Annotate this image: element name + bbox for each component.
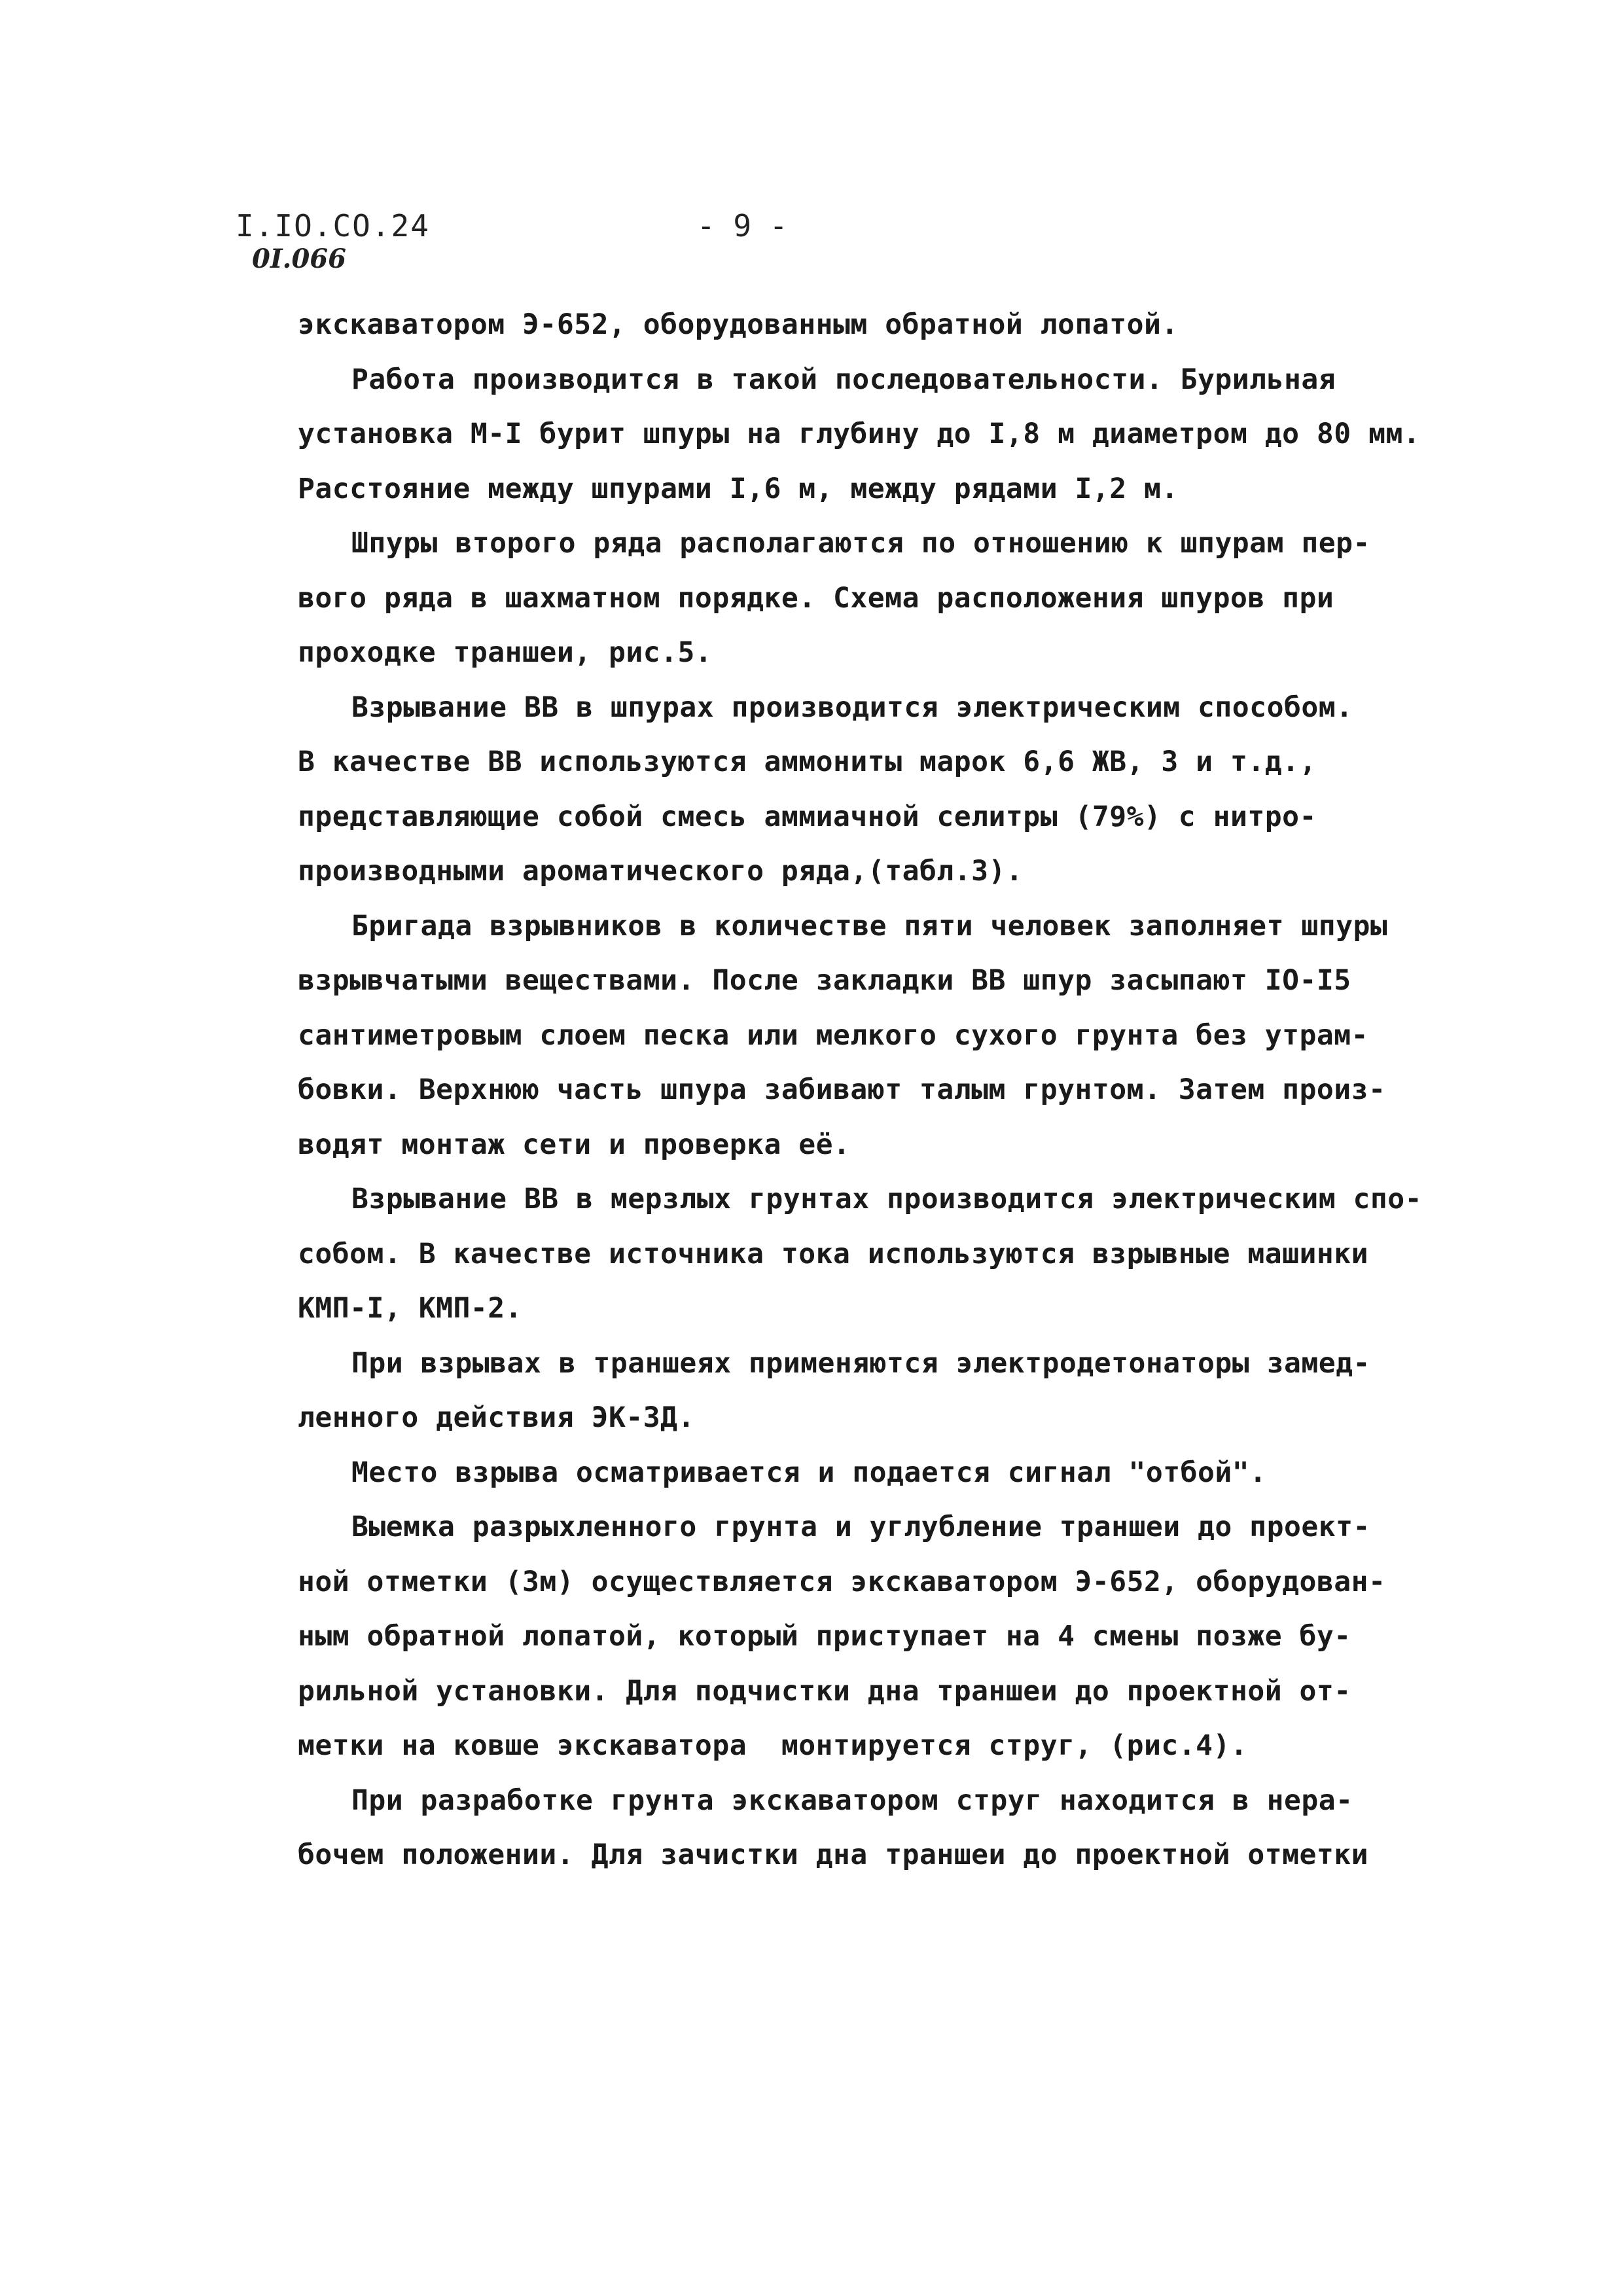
text-line: бочем положении. Для зачистки дна траншеи до проектной отметки — [298, 1839, 1369, 1871]
text-line: экскаватором Э-652, оборудованным обратной лопатой. — [298, 308, 1179, 341]
page-number: - 9 - — [697, 208, 788, 243]
text-line: Место взрыва осматривается и подается сигнал "отбой". — [351, 1456, 1267, 1489]
document-header-code: I.IO.CO.24 — [236, 208, 430, 243]
text-line: Расстояние между шпурами I,6 м, между рядами I,2 м. — [298, 472, 1179, 505]
text-line: вого ряда в шахматном порядке. Схема расположения шпуров при — [298, 581, 1334, 615]
text-line: ленного действия ЭК-ЗД. — [298, 1401, 695, 1434]
text-line: производными ароматического ряда,(табл.3). — [298, 855, 1024, 888]
text-line: В качестве ВВ используются аммониты марок 6,6 ЖВ, З и т.д., — [298, 745, 1317, 778]
text-line: Бригада взрывников в количестве пяти человек заполняет шпуры — [351, 909, 1388, 942]
text-line: Взрывание ВВ в мерзлых грунтах производится электрическим спо- — [351, 1183, 1423, 1215]
text-line: ной отметки (3м) осуществляется экскаватором Э-652, оборудован- — [298, 1565, 1386, 1598]
document-header-subcode: 0I.066 — [252, 243, 346, 274]
text-line: При взрывах в траншеях применяются электродетонаторы замед- — [351, 1346, 1370, 1380]
text-line: собом. В качестве источника тока используются взрывные машинки — [298, 1237, 1369, 1270]
text-line: сантиметровым слоем песка или мелкого сухого грунта без утрам- — [298, 1018, 1369, 1052]
text-line: бовки. Верхнюю часть шпура забивают талым грунтом. Затем произ- — [298, 1073, 1386, 1106]
text-line: Взрывание ВВ в шпурах производится электрическим способом. — [351, 691, 1353, 724]
text-line: водят монтаж сети и проверка её. — [298, 1128, 851, 1161]
text-line: Шпуры второго ряда располагаются по отношению к шпурам пер- — [351, 527, 1370, 560]
text-line: взрывчатыми веществами. После закладки ВВ шпур засыпают IO-I5 — [298, 964, 1351, 997]
text-line: При разработке грунта экскаватором струг находится в нера- — [351, 1784, 1353, 1817]
text-line: КМП-I, КМП-2. — [298, 1292, 523, 1325]
text-line: установка М-I бурит шпуры на глубину до I,8 м диаметром до 80 мм. — [298, 418, 1421, 450]
text-line: проходке траншеи, рис.5. — [298, 636, 713, 669]
text-line: Выемка разрыхленного грунта и углубление траншеи до проект- — [351, 1511, 1370, 1543]
text-line: рильной установки. Для подчистки дна траншеи до проектной от- — [298, 1674, 1351, 1708]
document-body — [298, 298, 1423, 1883]
text-line: метки на ковше экскаватора монтируется струг, (рис.4). — [298, 1729, 1248, 1762]
text-line: ным обратной лопатой, который приступает на 4 смены позже бу- — [298, 1620, 1351, 1653]
text-line: представляющие собой смесь аммиачной селитры (79%) с нитро- — [298, 800, 1317, 833]
text-line: Работа производится в такой последовательности. Бурильная — [351, 363, 1336, 396]
